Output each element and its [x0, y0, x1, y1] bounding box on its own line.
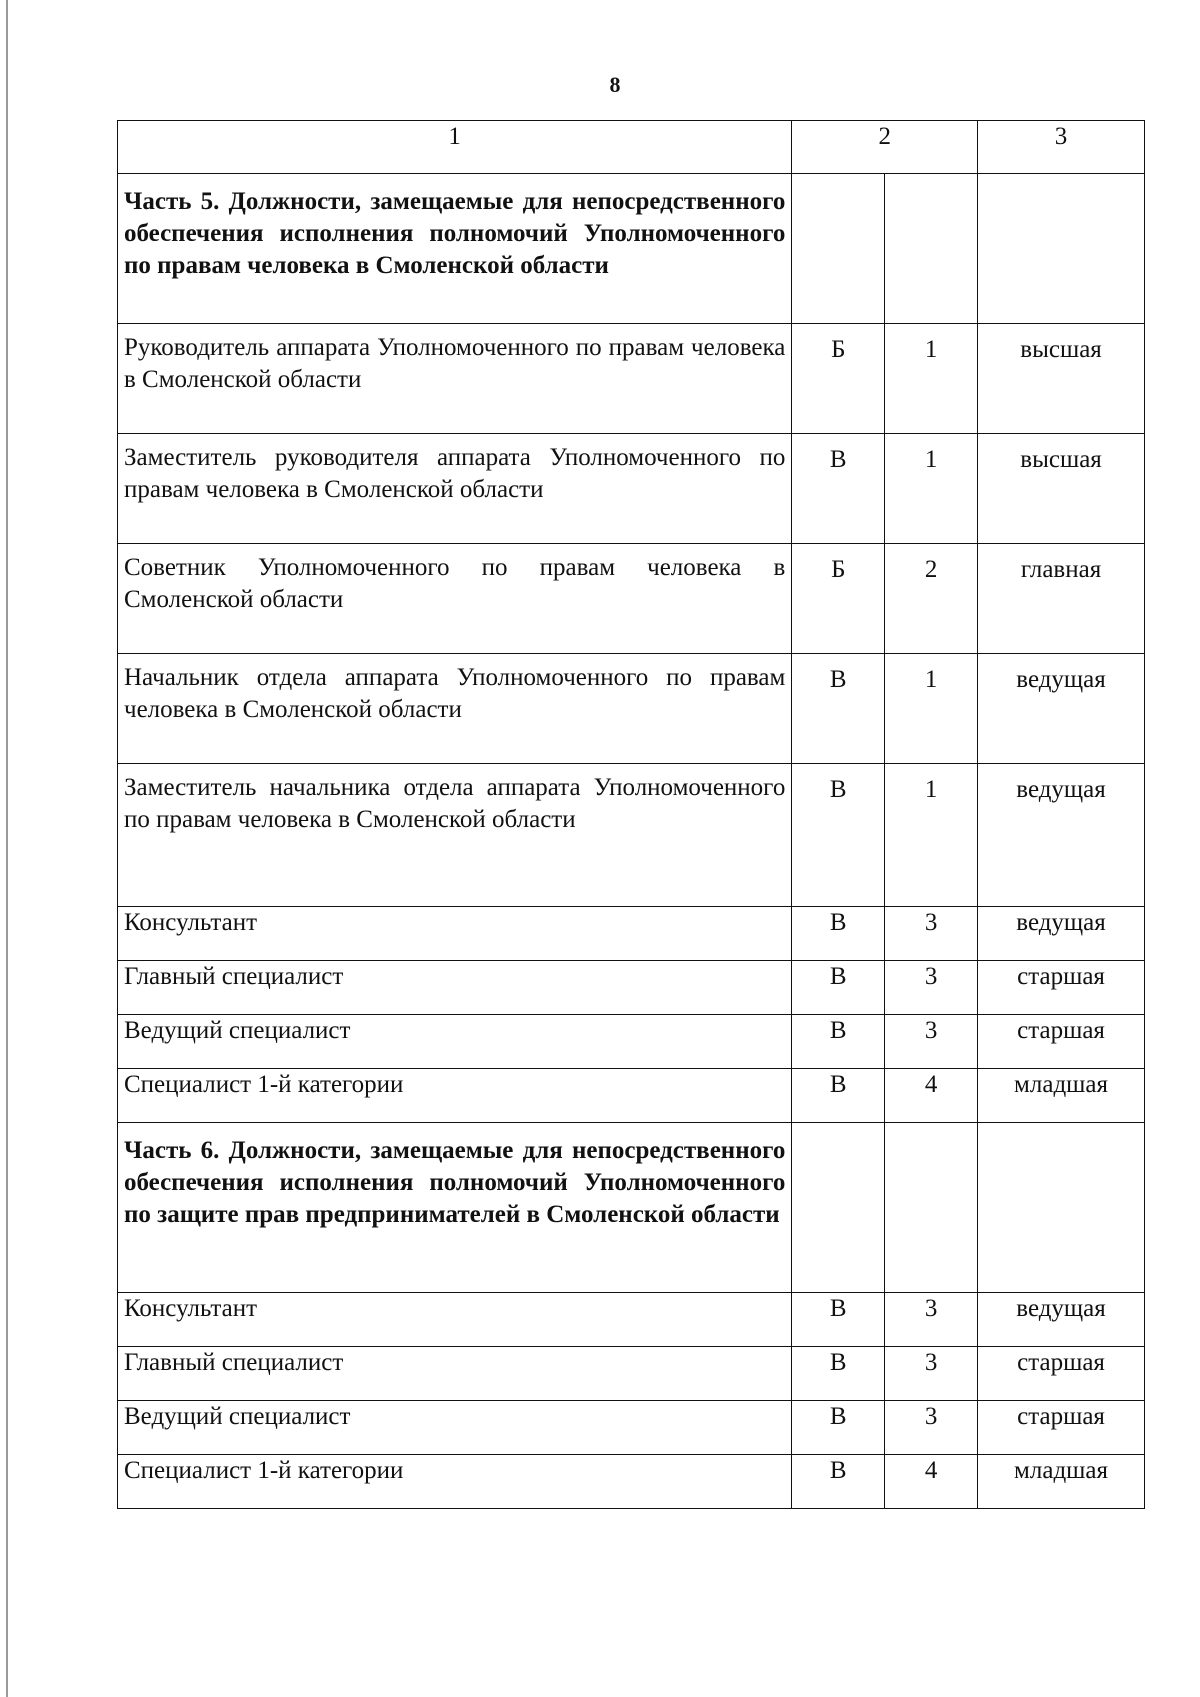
table-row — [118, 1401, 1145, 1455]
empty-cell — [885, 174, 978, 324]
header-col-2: 2 — [792, 121, 978, 174]
category-cell: В — [792, 1455, 885, 1509]
group-num-cell: 4 — [885, 1069, 978, 1123]
table-row — [118, 1015, 1145, 1069]
table-row — [118, 324, 1145, 434]
category-cell: В — [792, 654, 885, 764]
header-col-3: 3 — [978, 121, 1145, 174]
group-cell: младшая — [978, 1069, 1145, 1123]
table-row — [118, 544, 1145, 654]
group-cell: старшая — [978, 1401, 1145, 1455]
empty-cell — [978, 1123, 1145, 1293]
group-cell: ведущая — [978, 764, 1145, 907]
group-num-cell: 1 — [885, 434, 978, 544]
category-cell: Б — [792, 544, 885, 654]
group-num-cell: 2 — [885, 544, 978, 654]
category-cell: В — [792, 764, 885, 907]
empty-cell — [885, 1123, 978, 1293]
position-name: Консультант — [118, 907, 792, 961]
position-name: Советник Уполномоченного по правам человека в Смоленской области — [118, 544, 792, 654]
position-name: Специалист 1-й категории — [118, 1069, 792, 1123]
empty-cell — [978, 174, 1145, 324]
table-row — [118, 1347, 1145, 1401]
table-row — [118, 764, 1145, 907]
group-num-cell: 1 — [885, 654, 978, 764]
page-edge-line — [6, 0, 8, 1697]
table-header-row — [118, 121, 1145, 174]
position-name: Главный специалист — [118, 1347, 792, 1401]
position-name: Заместитель начальника отдела аппарата Уполномоченного по правам человека в Смоленской области — [118, 764, 792, 907]
category-cell: В — [792, 1069, 885, 1123]
table-row — [118, 961, 1145, 1015]
table-row — [118, 1069, 1145, 1123]
category-cell: В — [792, 1293, 885, 1347]
page-number: 8 — [609, 72, 621, 97]
positions-table — [117, 120, 1145, 1509]
category-cell: В — [792, 1015, 885, 1069]
group-num-cell: 4 — [885, 1455, 978, 1509]
section-title-part6: Часть 6. Должности, замещаемые для непосредственного обеспечения исполнения полномочий Уполномоченного по защите прав предпринимателей в Смоленской области — [118, 1123, 792, 1293]
group-cell: главная — [978, 544, 1145, 654]
table-row — [118, 434, 1145, 544]
group-num-cell: 3 — [885, 961, 978, 1015]
group-cell: высшая — [978, 324, 1145, 434]
group-cell: ведущая — [978, 1293, 1145, 1347]
group-cell: старшая — [978, 1015, 1145, 1069]
group-num-cell: 1 — [885, 764, 978, 907]
table-row — [118, 654, 1145, 764]
table-row — [118, 907, 1145, 961]
group-cell: ведущая — [978, 907, 1145, 961]
group-cell: высшая — [978, 434, 1145, 544]
category-cell: В — [792, 961, 885, 1015]
category-cell: В — [792, 1347, 885, 1401]
group-cell: старшая — [978, 961, 1145, 1015]
group-cell: ведущая — [978, 654, 1145, 764]
position-name: Консультант — [118, 1293, 792, 1347]
position-name: Начальник отдела аппарата Уполномоченного по правам человека в Смоленской области — [118, 654, 792, 764]
group-num-cell: 3 — [885, 1401, 978, 1455]
category-cell: Б — [792, 324, 885, 434]
empty-cell — [792, 174, 885, 324]
table-row — [118, 1293, 1145, 1347]
position-name: Ведущий специалист — [118, 1015, 792, 1069]
section-row-part6 — [118, 1123, 1145, 1293]
table-row — [118, 1455, 1145, 1509]
section-title-part5: Часть 5. Должности, замещаемые для непосредственного обеспечения исполнения полномочий Уполномоченного по правам человека в Смоленской области — [118, 174, 792, 324]
group-cell: старшая — [978, 1347, 1145, 1401]
position-name: Заместитель руководителя аппарата Уполномоченного по правам человека в Смоленской области — [118, 434, 792, 544]
group-num-cell: 3 — [885, 1015, 978, 1069]
header-col-1: 1 — [118, 121, 792, 174]
position-name: Специалист 1-й категории — [118, 1455, 792, 1509]
group-num-cell: 3 — [885, 1293, 978, 1347]
section-row-part5 — [118, 174, 1145, 324]
group-cell: младшая — [978, 1455, 1145, 1509]
empty-cell — [792, 1123, 885, 1293]
position-name: Ведущий специалист — [118, 1401, 792, 1455]
category-cell: В — [792, 434, 885, 544]
group-num-cell: 3 — [885, 907, 978, 961]
group-num-cell: 3 — [885, 1347, 978, 1401]
position-name: Руководитель аппарата Уполномоченного по правам человека в Смоленской области — [118, 324, 792, 434]
category-cell: В — [792, 907, 885, 961]
group-num-cell: 1 — [885, 324, 978, 434]
position-name: Главный специалист — [118, 961, 792, 1015]
category-cell: В — [792, 1401, 885, 1455]
